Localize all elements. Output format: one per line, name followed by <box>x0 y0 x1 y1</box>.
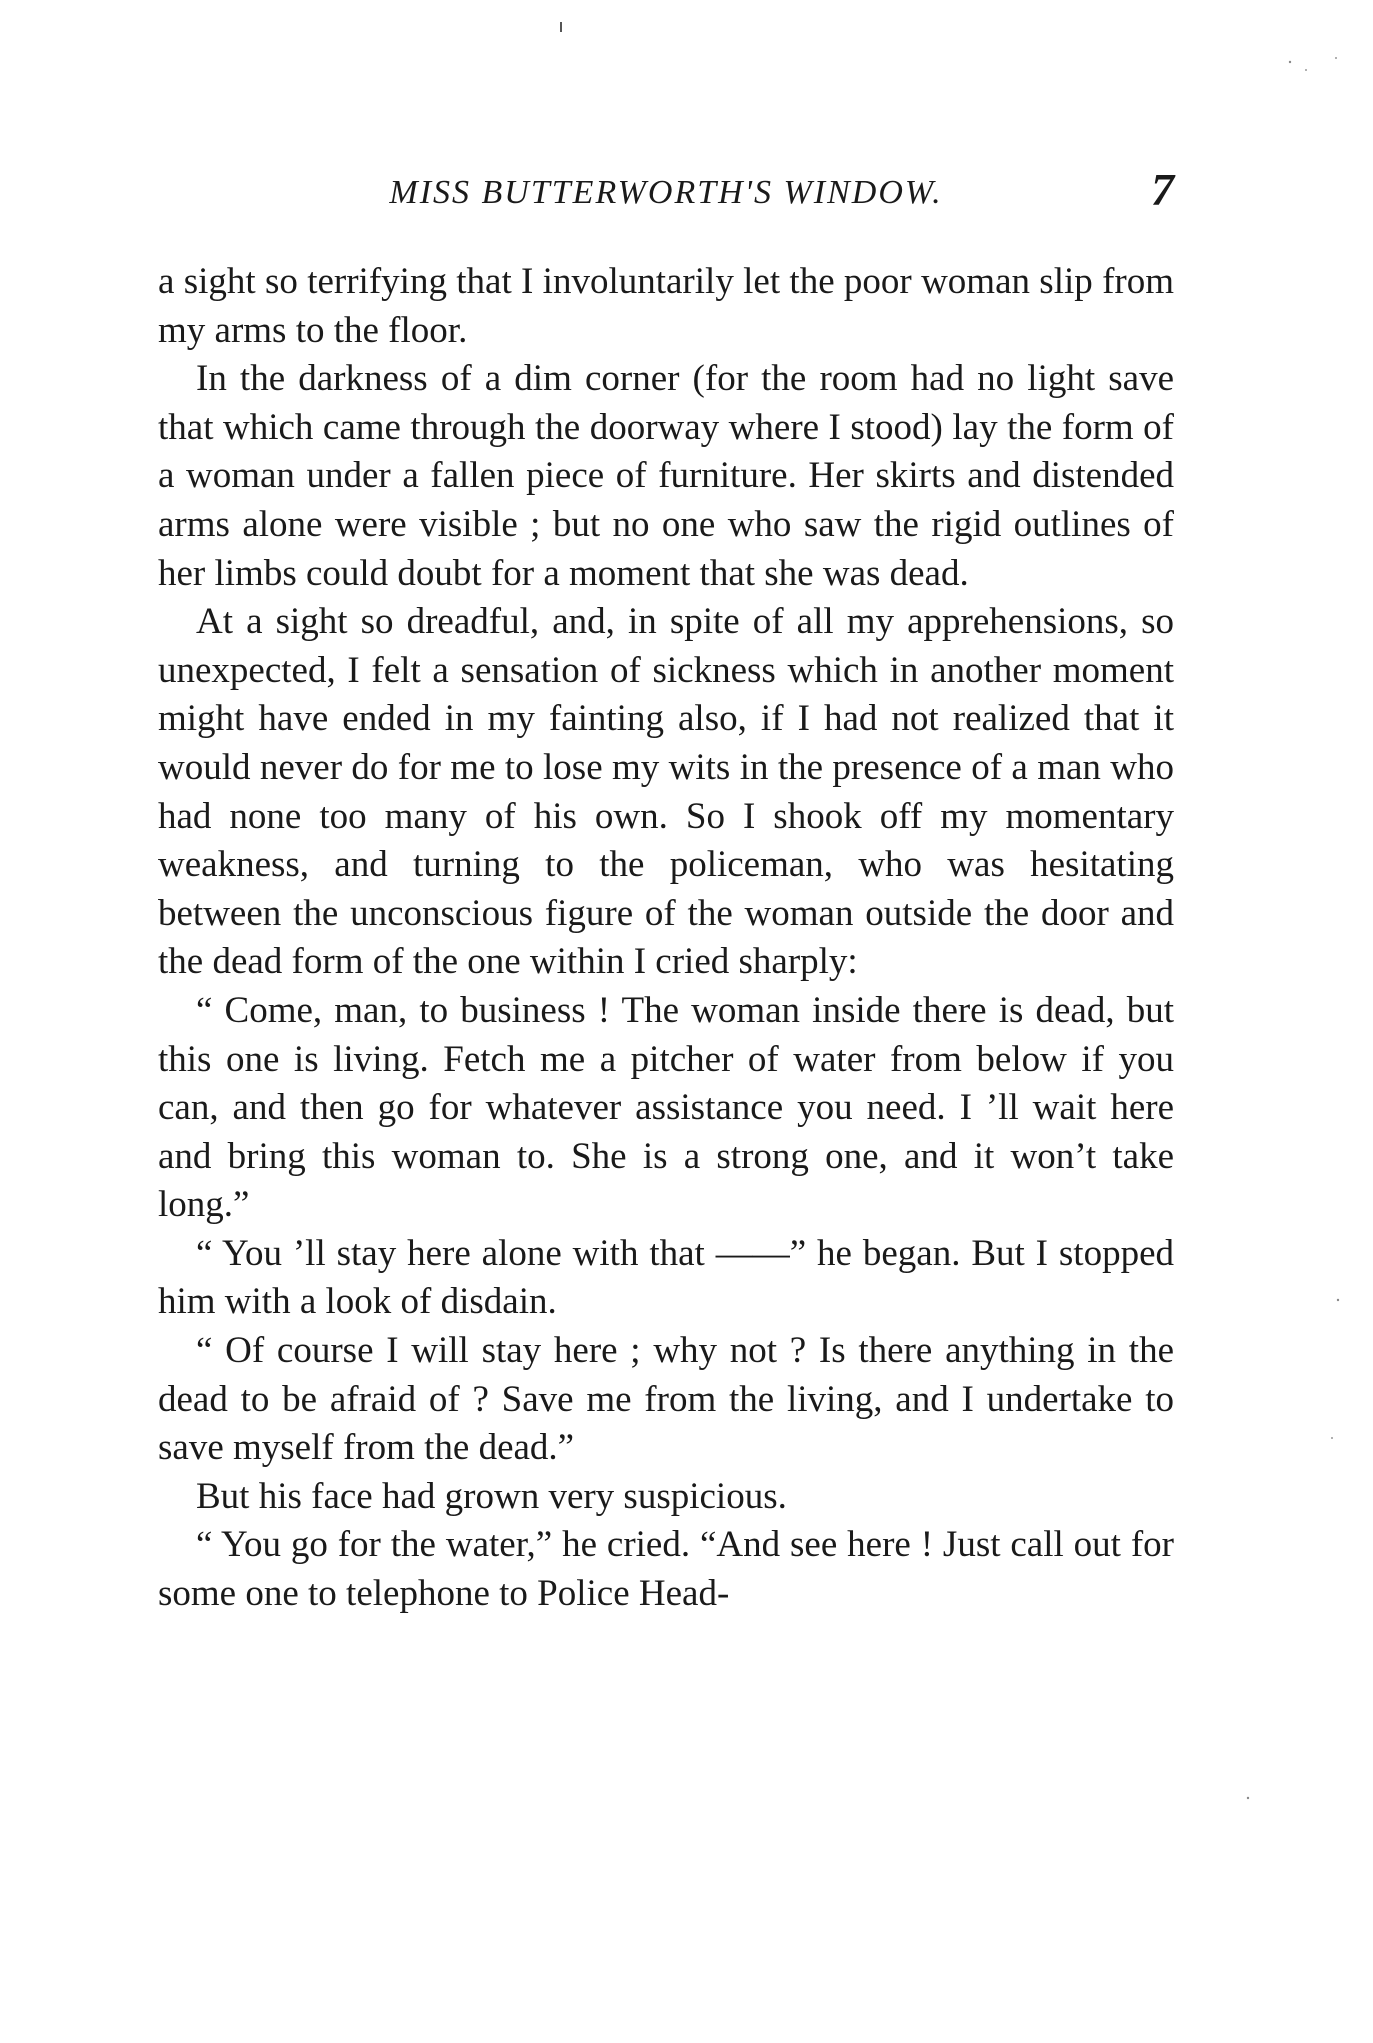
paragraph: But his face had grown very suspicious. <box>196 1475 787 1517</box>
running-head <box>158 164 1174 218</box>
paragraph: “ You ’ll stay here alone with that ——” he began. But I stopped him with a look of disdain. <box>158 1232 1174 1323</box>
scan-speck <box>1289 61 1291 63</box>
paragraph: a sight so terrifying that I involuntarily let the poor woman slip from my arms to the floor. <box>158 261 1174 351</box>
page-number: 7 <box>1151 164 1174 215</box>
paragraph: “ You go for the water,” he cried. “And see here ! Just call out for some one to telephone to Police Head- <box>158 1524 1174 1615</box>
scan-speck <box>1247 1797 1249 1799</box>
body-text <box>158 258 1174 1619</box>
paragraph: In the darkness of a dim corner (for the room had no light save that which came through the doorway where I stood) lay the form of a woman under a fallen piece of furniture. Her skirts and distended arms alone were visible ; but no one who saw the rigid outlines of her limbs could doubt for a moment that she was dead. <box>158 358 1174 594</box>
scan-speck <box>1305 69 1307 71</box>
running-title: MISS BUTTERWORTH'S WINDOW. <box>389 174 943 211</box>
scan-speck <box>1331 1437 1333 1439</box>
scan-speck <box>560 22 562 32</box>
paragraph: “ Come, man, to business ! The woman inside there is dead, but this one is living. Fetch me a pitcher of water from below if you can, and then go for whatever assistance you need. I ’ll wait here and bring this woman to. She is a strong one, and it won’t take long.” <box>158 989 1174 1226</box>
scan-speck <box>1335 57 1337 59</box>
paragraph: At a sight so dreadful, and, in spite of all my apprehensions, so unexpected, I felt a sensation of sickness which in another moment might have ended in my fainting also, if I had not realized that it would never do for me to lose my wits in the presence of a man who had none too many of his own. So I shook off my momentary weakness, and turning to the policeman, who was hesitating between the unconscious figure of the woman outside the door and the dead form of the one within I cried sharply: <box>158 601 1174 983</box>
paragraph: “ Of course I will stay here ; why not ? Is there anything in the dead to be afraid of ? Save me from the living, and I undertake to save myself from the dead.” <box>158 1330 1174 1469</box>
scan-speck <box>1337 1299 1339 1301</box>
